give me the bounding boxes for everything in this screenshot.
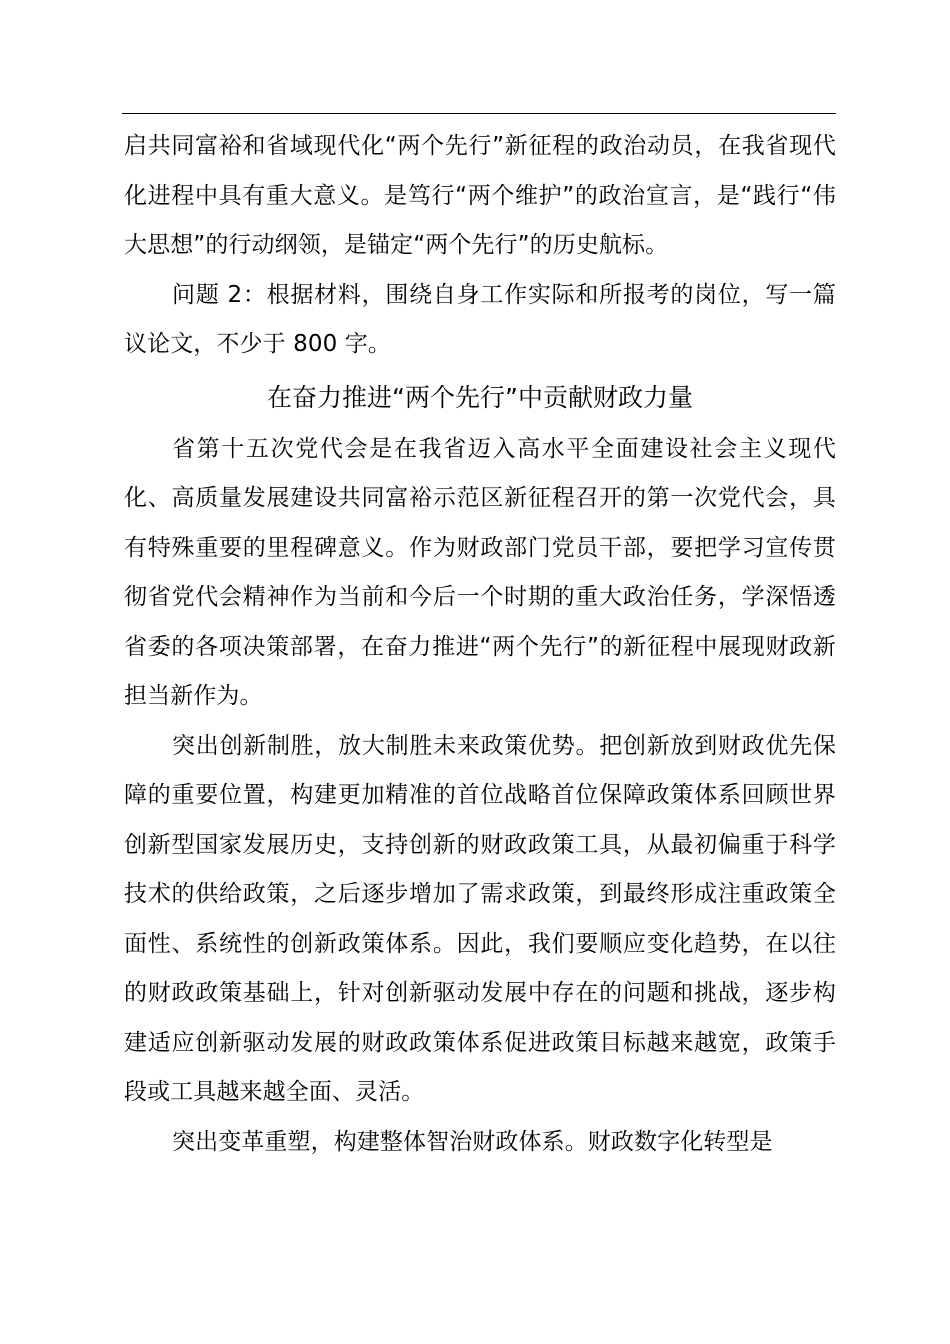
document-body [124, 122, 836, 1167]
body-paragraph-2: 突出创新制胜，放大制胜未来政策优势。把创新放到财政优先保障的重要位置，构建更加精准的首位战略首位保障政策体系回顾世界创新型国家发展历史，支持创新的财政政策工具，从最初偏重于科学技术的供给政策，之后逐步增加了需求政策，到最终形成注重政策全面性、系统性的创新政策体系。因此，我们要顺应变化趋势，在以往的财政政策基础上，针对创新驱动发展中存在的问题和挑战，逐步构建适应创新驱动发展的财政政策体系促进政策目标越来越宽，政策手段或工具越来越全面、灵活。 [124, 732, 836, 1105]
intro-paragraph: 启共同富裕和省域现代化“两个先行”新征程的政治动员，在我省现代化进程中具有重大意义。是笃行“两个维护”的政治宣言，是“践行“伟大思想”的行动纲领，是锚定“两个先行”的历史航标。 [124, 133, 836, 258]
question-paragraph: 问题 2：根据材料，围绕自身工作实际和所报考的岗位，写一篇议论文，不少于 800 字。 [124, 281, 836, 357]
header-rule [122, 113, 836, 114]
essay-title: 在奋力推进“两个先行”中贡献财政力量 [267, 382, 693, 412]
body-paragraph-3: 突出变革重塑，构建整体智治财政体系。财政数字化转型是 [172, 1128, 773, 1155]
body-paragraph-1: 省第十五次党代会是在我省迈入高水平全面建设社会主义现代化、高质量发展建设共同富裕示范区新征程召开的第一次党代会，具有特殊重要的里程碑意义。作为财政部门党员干部，要把学习宣传贯彻省党代会精神作为当前和今后一个时期的重大政治任务，学深悟透省委的各项决策部署，在奋力推进“两个先行”的新征程中展现财政新担当新作为。 [124, 435, 836, 709]
